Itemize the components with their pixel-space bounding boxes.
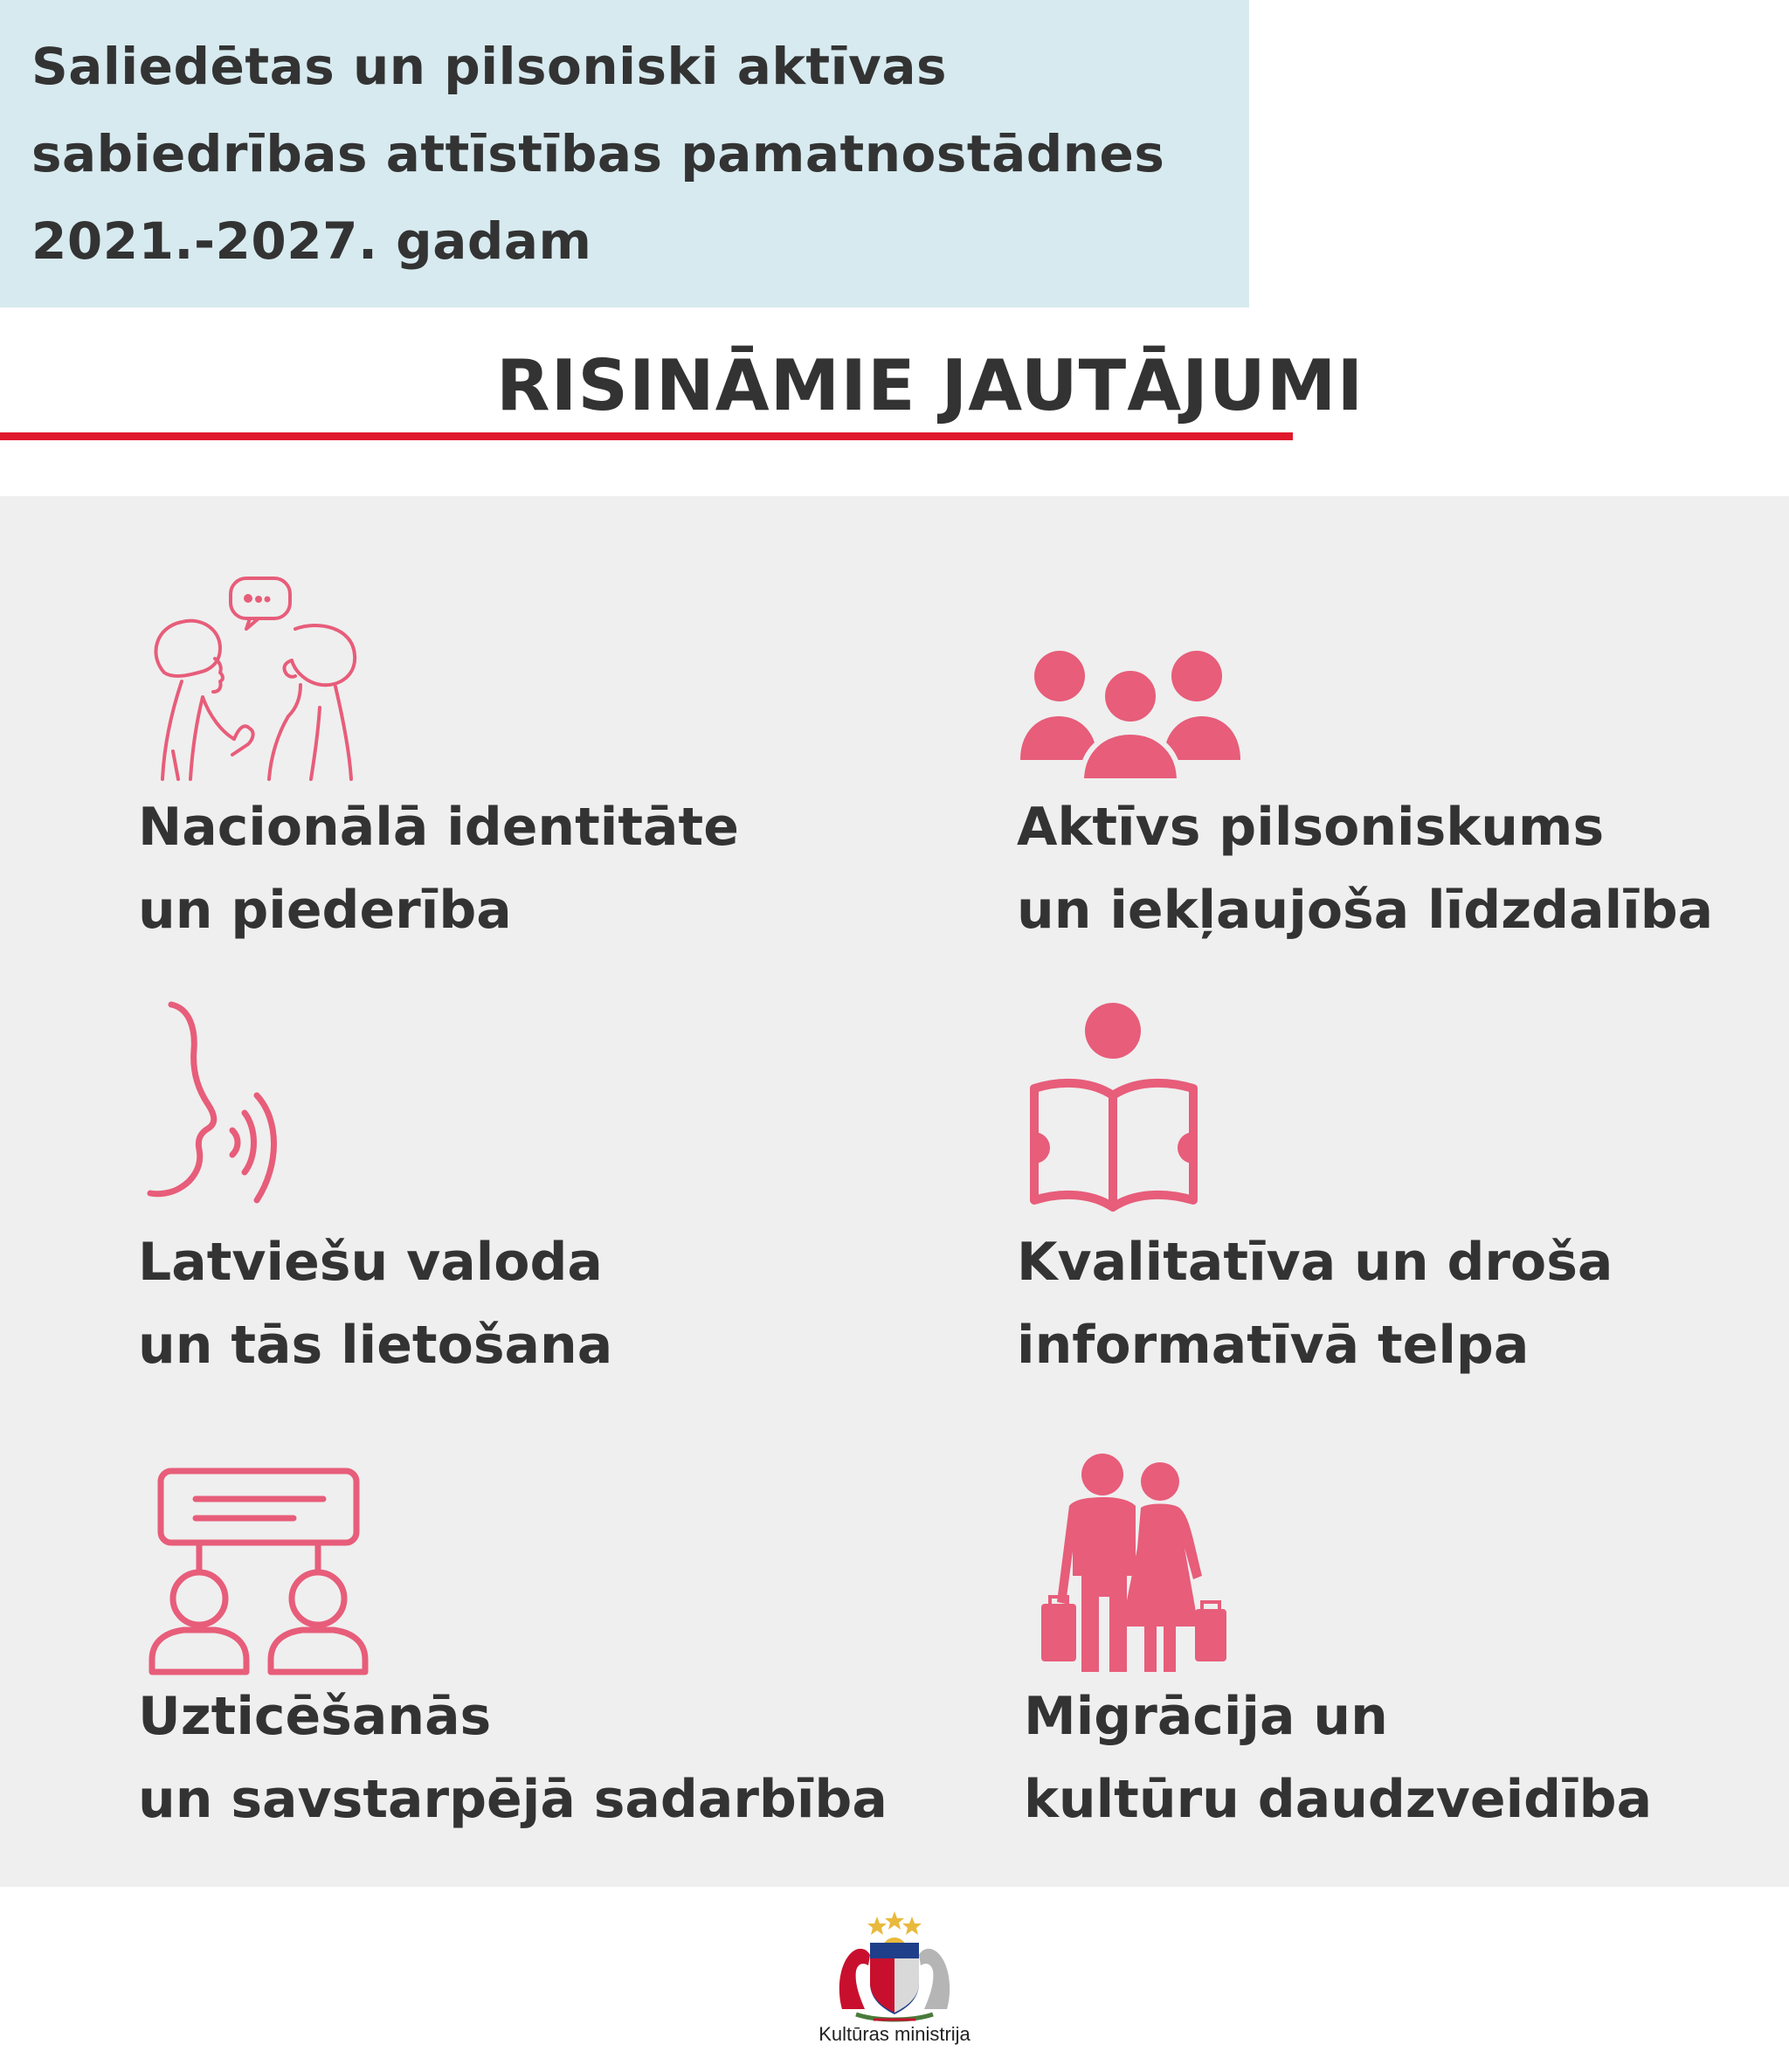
travelers-icon	[1036, 1454, 1228, 1681]
speaking-face-icon	[145, 1001, 294, 1219]
reading-person-icon	[1027, 1001, 1202, 1219]
header-title-line-3: 2021.-2027. gadam	[31, 211, 592, 271]
section-title: RISINĀMIE JAUTĀJUMI	[496, 345, 1364, 426]
header-title-line-2: sabiedrības attīstības pamatnostādnes	[31, 124, 1165, 183]
title-underline	[0, 432, 1293, 440]
issue-label-national-identity: Nacionālā identitāte un piederība	[138, 797, 739, 941]
issue-label-information-space: Kvalitatīva un droša informatīvā telpa	[1017, 1232, 1613, 1376]
issue-label-trust-cooperation: Uzticēšanās un savstarpējā sadarbība	[138, 1686, 888, 1830]
header-banner	[0, 0, 1249, 307]
group-icon	[1019, 648, 1242, 781]
ministry-name: Kultūras ministrija	[819, 2023, 970, 2045]
conversation-icon	[147, 577, 374, 786]
issue-label-migration-diversity: Migrācija un kultūru daudzveidība	[1024, 1686, 1653, 1830]
dialogue-icon	[145, 1468, 372, 1677]
header-title-line-1: Saliedētas un pilsoniski aktīvas	[31, 37, 947, 96]
coat-of-arms-icon	[825, 1904, 964, 2023]
issue-label-active-citizenship: Aktīvs pilsoniskums un iekļaujoša līdzdalība	[1017, 797, 1714, 941]
issue-label-latvian-language: Latviešu valoda un tās lietošana	[138, 1232, 613, 1376]
